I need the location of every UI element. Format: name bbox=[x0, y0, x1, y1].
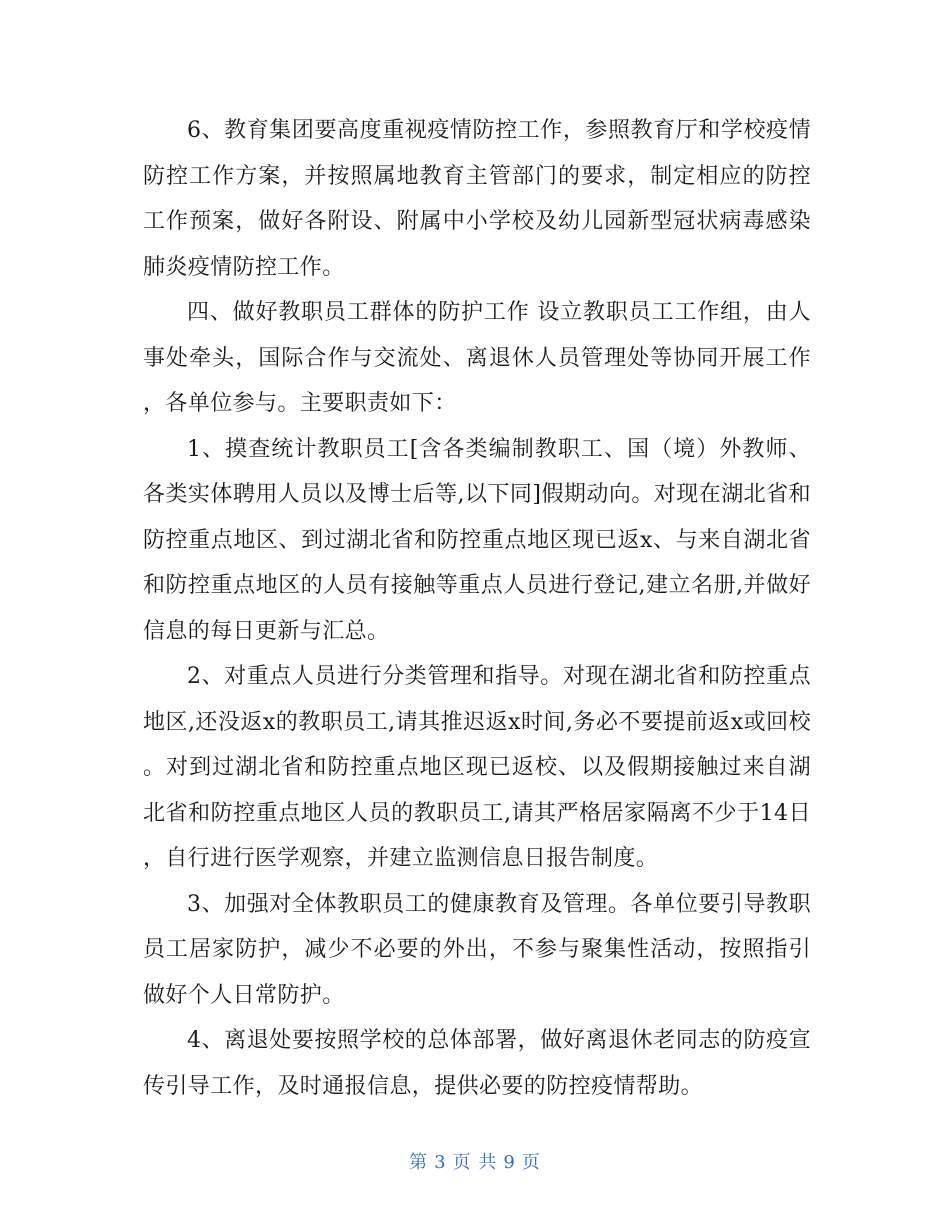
document-body bbox=[143, 108, 811, 1109]
total-pages-number: 9 bbox=[503, 1152, 516, 1173]
paragraph-item-2: 2、对重点人员进行分类管理和指导。对现在湖北省和防控重点地区,还没返x的教职员工,请其推迟返x时间,务必不要提前返x或回校。对到过湖北省和防控重点地区现已返校、以及假期接触过来自湖北省和防控重点地区人员的教职员工,请其严格居家隔离不少于14日，自行进行医学观察，并建立监测信息日报告制度。 bbox=[143, 664, 811, 871]
paragraph-item-1: 1、摸查统计教职员工[含各类编制教职工、国（境）外教师、各类实体聘用人员以及博士后等,以下同]假期动向。对现在湖北省和防控重点地区、到过湖北省和防控重点地区现已返x、与来自湖北省和防控重点地区的人员有接触等重点人员进行登记,建立名册,并做好信息的每日更新与汇总。 bbox=[143, 436, 811, 644]
page-label-mid: 页 共 bbox=[452, 1152, 498, 1173]
paragraph-item-6: 6、教育集团要高度重视疫情防控工作，参照教育厅和学校疫情防控工作方案，并按照属地教育主管部门的要求，制定相应的防控工作预案，做好各附设、附属中小学校及幼儿园新型冠状病毒感染肺炎疫情防控工作。 bbox=[143, 118, 811, 280]
current-page-number: 3 bbox=[434, 1152, 447, 1173]
paragraph-item-4: 4、离退处要按照学校的总体部署，做好离退休老同志的防疫宣传引导工作，及时通报信息，提供必要的防控疫情帮助。 bbox=[143, 1028, 811, 1099]
page-footer bbox=[0, 1148, 950, 1174]
page-label-suffix: 页 bbox=[521, 1152, 541, 1173]
paragraph-section-4-heading: 四、做好教职员工群体的防护工作 设立教职员工工作组，由人事处牵头，国际合作与交流处、离退休人员管理处等协同开展工作，各单位参与。主要职责如下： bbox=[143, 300, 811, 416]
page-label-prefix: 第 bbox=[409, 1152, 429, 1173]
paragraph-item-3: 3、加强对全体教职员工的健康教育及管理。各单位要引导教职员工居家防护，减少不必要的外出，不参与聚集性活动，按照指引做好个人日常防护。 bbox=[143, 891, 811, 1008]
